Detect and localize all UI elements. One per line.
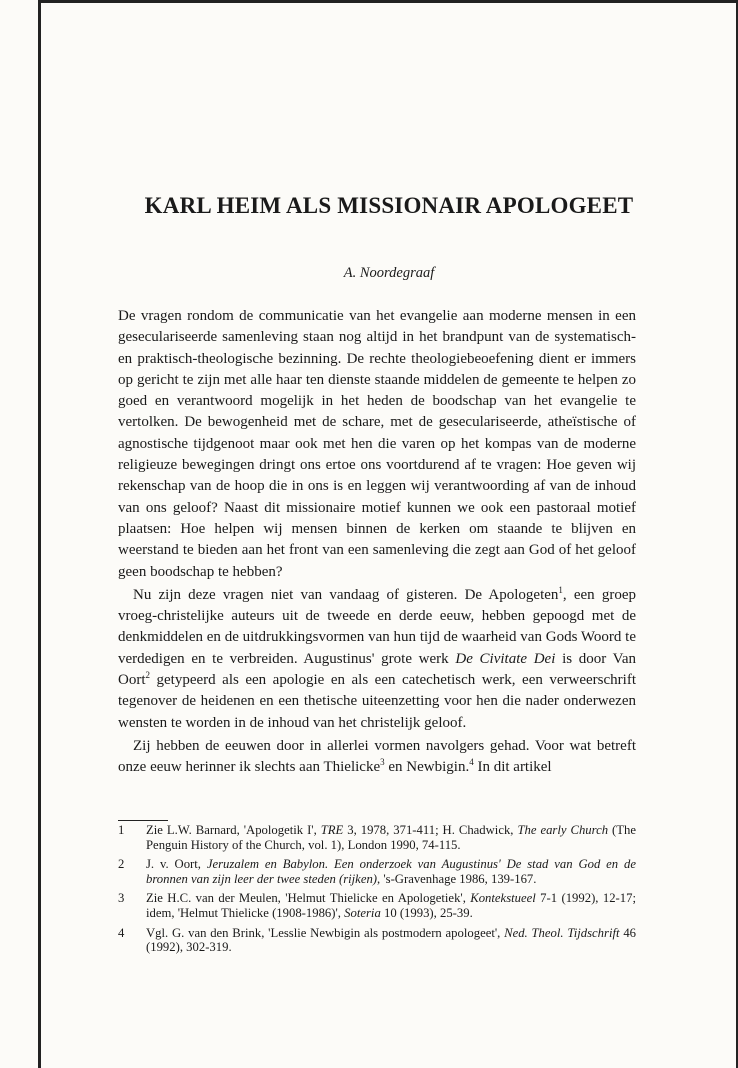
paragraph-3-text-b: en Newbigin. xyxy=(384,759,470,776)
page-border-top xyxy=(38,0,738,3)
footnote-number: 1 xyxy=(118,823,125,837)
footnote-1 xyxy=(118,823,636,852)
footnote-2 xyxy=(118,857,636,886)
paragraph-2-text-a: Nu zijn deze vragen niet van vandaag of gisteren. De Apologeten xyxy=(133,586,559,603)
footnote-italic: The early Church xyxy=(517,823,609,837)
footnote-number: 4 xyxy=(118,925,125,940)
work-title-de-civitate-dei: De Civitate Dei xyxy=(455,650,556,667)
paragraph-2-text-d: getypeerd als een apologie en als een catechetisch werk, een verweerschrift tegenover de heidenen en een thetische uiteenzetting voor hen die nader onderwezen wensten te worden in de inhoud van het christelijk geloof. xyxy=(118,672,636,731)
paragraph-3 xyxy=(118,736,636,779)
footnote-text: 3, 1978, 371-411; H. Chadwick, xyxy=(343,823,518,837)
paragraph-1: De vragen rondom de communicatie van het evangelie aan moderne mensen in een geseculariseerde samenleving staan nog altijd in het brandpunt van de systematisch- en praktisch-theologische bezinning. De rechte theologiebeoefening dient er immers op gericht te zijn met alle haar ten dienste staande middelen de gemeente te helpen zo goed en verantwoord mogelijk in het heden de boodschap van het evangelie te vertolken. De bewogenheid met de schare, met de geseculariseerde, atheïstische of agnostische tijdgenoot maar ook met hen die varen op het kompas van de moderne religieuze bewegingen dringt ons ertoe ons voortdurend af te vragen: Hoe geven wij rekenschap van de hoop die in ons is en leggen wij verantwoording af van de inhoud van ons geloof? Naast dit missionaire motief kunnen we ook een pastoraal motief plaatsen: Hoe helpen wij mensen binnen de kerken om staande te blijven en weerstand te bieden aan het front van een samenleving die zegt aan God of het geloof geen boodschap te hebben? xyxy=(118,308,636,580)
paragraph-2-text-c: is door Van Oort xyxy=(118,650,637,689)
footnote-ref-3: 3 xyxy=(380,757,385,768)
footnote-number: 3 xyxy=(118,891,125,906)
footnote-number: 2 xyxy=(118,857,125,872)
paragraph-3-text-c: In dit artikel xyxy=(473,759,552,776)
footnote-text: 7-1 (1992), 12-17; idem, 'Helmut Thielicke (1908-1986)', xyxy=(146,891,636,920)
footnote-text: 10 (1993), 25-39. xyxy=(380,905,473,920)
article-author: A. Noordegraaf xyxy=(343,265,435,281)
footnote-italic: Kontekstueel xyxy=(470,891,536,906)
footnote-italic: Ned. Theol. Tijdschrift xyxy=(504,925,620,940)
footnote-3 xyxy=(118,891,636,920)
page-border-left xyxy=(38,0,41,1068)
footnote-ref-2: 2 xyxy=(145,670,150,681)
footnote-4 xyxy=(118,926,636,955)
footnote-italic: Soteria xyxy=(344,905,381,920)
paragraph-2-text-b: , een groep vroeg-christelijke auteurs uit de tweede en derde eeuw, hebben gepoogd met de denkmiddelen en de uitdrukkingsvormen van hun tijd de waarheid van Gods Woord te verdedigen en te verbreiden. Augustinus' grote werk xyxy=(118,586,637,667)
footnote-text: Zie L.W. Barnard, 'Apologetik I', xyxy=(146,823,321,837)
footnote-text: (The Penguin History of the Church, vol. 1), London 1990, 74-115. xyxy=(146,823,636,852)
footnotes xyxy=(118,823,636,960)
footnote-italic: Jeruzalem en Babylon. Een onderzoek van Augustinus' De stad van God en de bronnen van zijn leer der twee steden (rijken) xyxy=(146,857,636,886)
footnote-text: Vgl. G. van den Brink, 'Lesslie Newbigin als postmodern apologeet', xyxy=(146,925,505,940)
paragraph-3-text-a: Zij hebben de eeuwen door in allerlei vormen navolgers gehad. Voor wat betreft onze eeuw herinner ik slechts aan Thielicke xyxy=(118,737,636,776)
article-body xyxy=(118,306,636,779)
footnote-separator xyxy=(118,820,168,821)
footnote-ref-1: 1 xyxy=(558,584,563,595)
footnote-ref-4: 4 xyxy=(469,757,474,768)
footnote-text: , 's-Gravenhage 1986, 139-167. xyxy=(377,871,537,886)
paragraph-2 xyxy=(118,585,636,734)
footnote-text: J. v. Oort, xyxy=(146,857,207,872)
footnote-text: Zie H.C. van der Meulen, 'Helmut Thielicke en Apologetiek', xyxy=(146,891,471,906)
footnote-italic: TRE xyxy=(320,823,344,837)
article-title: KARL HEIM ALS MISSIONAIR APOLOGEET xyxy=(144,193,634,218)
footnote-text: 46 (1992), 302-319. xyxy=(146,925,636,955)
